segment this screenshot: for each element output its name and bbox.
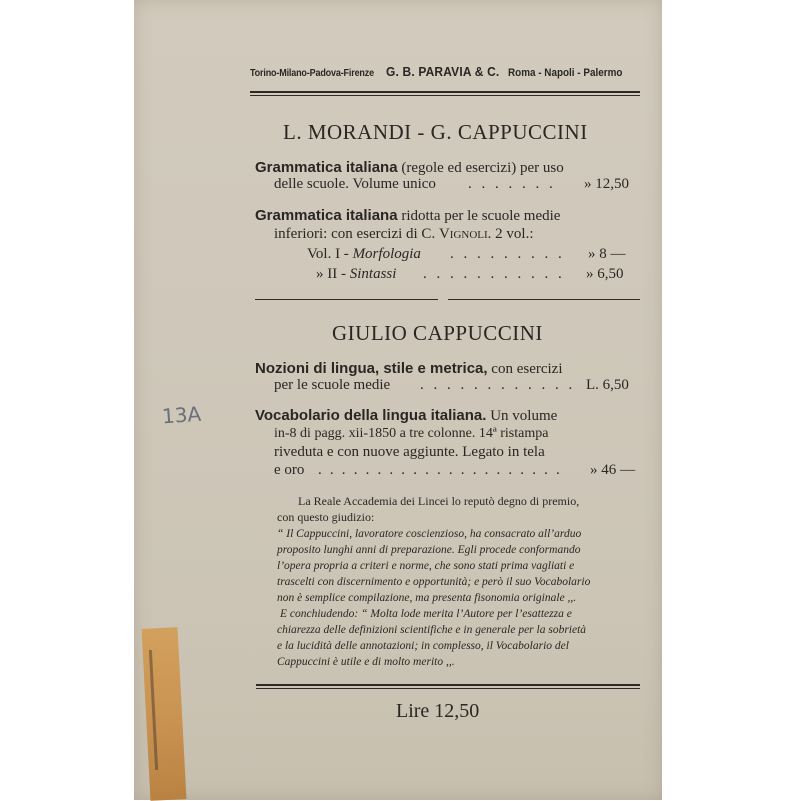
s1-book1-price: » 12,50 — [584, 176, 629, 192]
header-rule-thin — [250, 95, 640, 96]
section-divider-left — [255, 299, 438, 300]
s1-vol1-leaders: . . . . . . . . . — [450, 246, 565, 262]
s1-book1-leaders: . . . . . . . — [468, 176, 556, 192]
s2-book1-line1 — [255, 360, 563, 378]
s1-vol2-price: » 6,50 — [586, 266, 624, 282]
s2-book2-desc: Un volume — [490, 408, 558, 424]
s1-vol1-name: Morfologia — [352, 246, 421, 262]
quote-line: chiarezza delle definizioni scientifiche e in generale per la sobrietà — [277, 624, 587, 636]
s1-book1-line1 — [255, 159, 564, 177]
cover-price: Lire 12,50 — [396, 700, 480, 722]
publisher-cities-right: Roma - Napoli - Palermo — [508, 67, 623, 79]
s1-vol2-row — [316, 266, 396, 283]
footer-rule-thick — [256, 684, 640, 686]
s2-book1-leaders: . . . . . . . . . . . . — [420, 377, 576, 393]
quote-line: E conchiudendo: “ Molta lode merita l’Autore per l’esattezza e — [280, 608, 572, 620]
publisher-name: G. B. PARAVIA & C. — [386, 64, 500, 79]
header-rule-thick — [250, 91, 640, 93]
publisher-cities-left: Torino-Milano-Padova-Firenze — [250, 67, 374, 79]
s1-book1-desc: (regole ed esercizi) per uso — [401, 160, 564, 176]
quote-line: proposito lunghi anni di preparazione. Egli procede conformando — [277, 544, 581, 556]
s1-book2-line1 — [255, 207, 560, 225]
s2-book1-title: Nozioni di lingua, stile e metrica, — [255, 360, 488, 377]
s1-book1-line2: delle scuole. Volume unico — [274, 176, 436, 192]
quote-line: non è semplice compilazione, ma presenta fisonomia originale ,,. — [277, 592, 577, 604]
quote-line: l’opera propria a criteri e norme, che sono stati prima vagliati e — [277, 560, 575, 572]
quote-line: “ Il Cappuccini, lavoratore coscienzioso, ha consacrato all’arduo — [277, 528, 582, 540]
quote-line: Cappuccini è utile e di molto merito ,,. — [277, 656, 455, 668]
s1-book1-title: Grammatica italiana — [255, 159, 398, 176]
section-divider-right — [448, 299, 640, 300]
s2-book2-line2: in-8 di pagg. xii-1850 a tre colonne. 14ª ristampa — [274, 426, 549, 441]
s2-book2-line4: e oro — [274, 462, 305, 478]
s1-vol1-row — [307, 246, 421, 263]
footer-rule-thin — [256, 688, 640, 689]
s2-book2-line1 — [255, 407, 557, 425]
s2-book1-line2: per le scuole medie — [274, 377, 391, 393]
s2-book1-price: L. 6,50 — [586, 377, 629, 393]
s1-book2-editor: Vignoli — [438, 226, 488, 242]
s1-book2-volumes: . 2 vol.: — [487, 226, 534, 242]
section2-author: GIULIO CAPPUCCINI — [332, 321, 543, 345]
s2-book2-line3: riveduta e con nuove aggiunte. Legato in tela — [274, 444, 545, 460]
s2-book1-desc: con esercizi — [491, 361, 563, 377]
handwritten-shelf-mark: 13A — [161, 401, 202, 429]
quote-line: trascelti con discernimento e opportunità; e però il suo Vocabolario — [277, 576, 591, 588]
quote-line: e la lucidità delle annotazioni; in complesso, il Vocabolario del — [277, 640, 569, 652]
academy-note-line1: La Reale Accademia dei Lincei lo reputò degno di premio, — [298, 494, 580, 508]
s1-book2-desc: ridotta per le scuole medie — [401, 208, 561, 224]
s1-vol2-label: » II - — [316, 266, 346, 282]
s1-vol2-name: Sintassi — [349, 266, 397, 282]
s2-book2-leaders: . . . . . . . . . . . . . . . . . . . . . — [318, 462, 562, 478]
s1-book2-line2-text: inferiori: con esercizi di C. — [274, 226, 436, 242]
s1-vol2-leaders: . . . . . . . . . . . — [423, 266, 565, 282]
s1-vol1-label: Vol. I - — [307, 246, 349, 262]
academy-note-line2: con questo giudizio: — [277, 510, 375, 524]
section1-author: L. MORANDI - G. CAPPUCCINI — [283, 120, 588, 144]
s2-book2-title: Vocabolario della lingua italiana. — [255, 407, 487, 424]
s2-book2-price: » 46 — — [590, 462, 635, 478]
s1-vol1-price: » 8 — — [588, 246, 626, 262]
s1-book2-title: Grammatica italiana — [255, 207, 398, 224]
s1-book2-line2 — [274, 226, 534, 243]
